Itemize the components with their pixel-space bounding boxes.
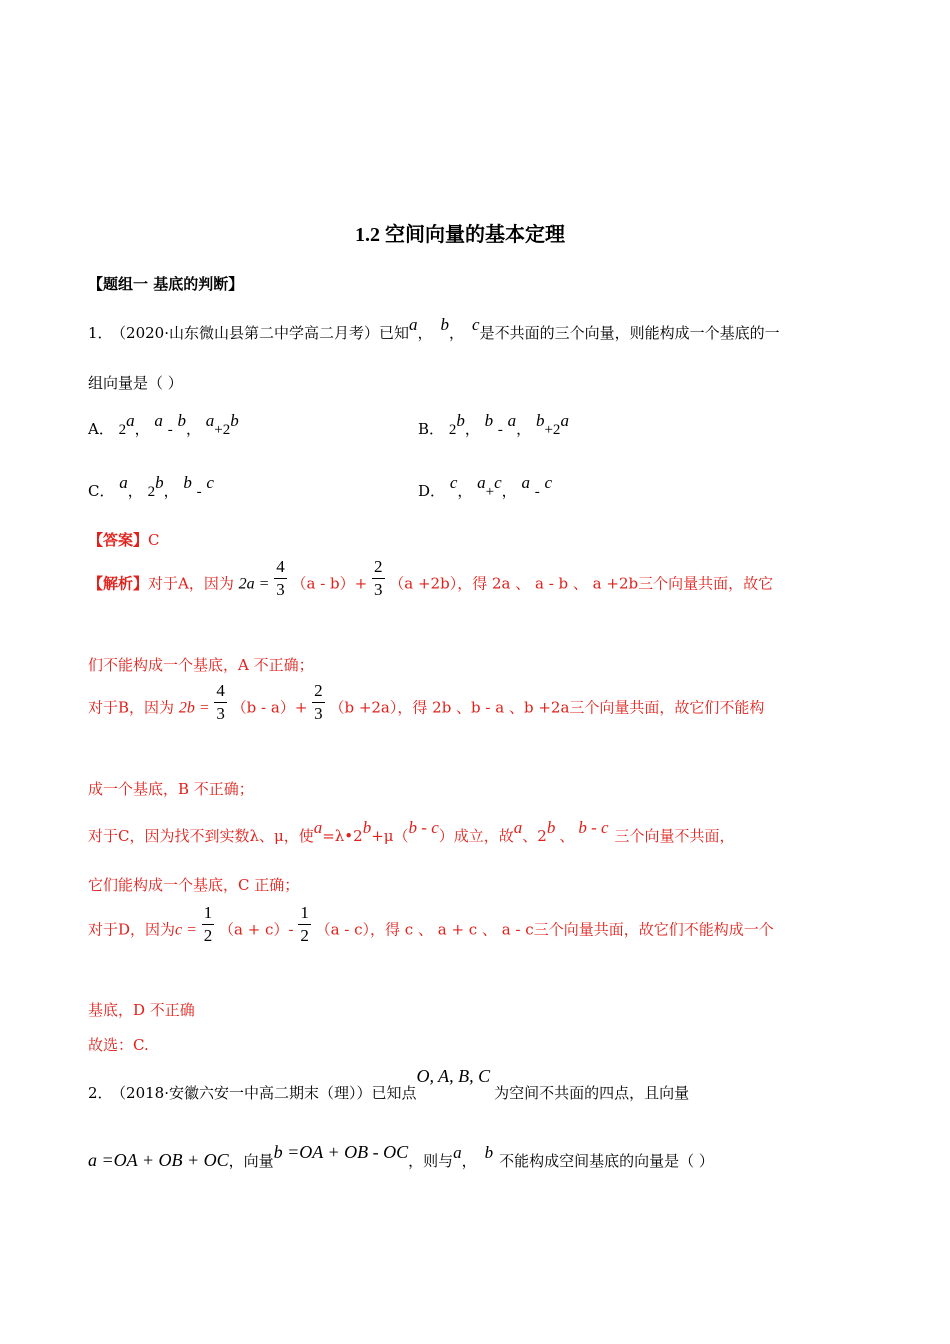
vec: b	[362, 818, 372, 837]
denominator: 2	[203, 926, 213, 945]
analysis-c	[88, 818, 735, 846]
vec: c	[544, 473, 553, 492]
vector-b: b	[484, 1143, 494, 1162]
points-o-a-b-c: O, A, B, C	[416, 1066, 491, 1086]
analysis-b-line2: 成一个基底，B 不正确；	[88, 780, 254, 798]
fraction-4-3	[214, 680, 227, 725]
coef: 2	[147, 484, 156, 500]
separator: ，	[501, 482, 517, 500]
question-2-stem	[88, 1066, 690, 1103]
fraction-1-2	[298, 902, 311, 947]
vec: b	[155, 473, 164, 492]
equation-term: （a - b）+	[291, 574, 368, 593]
question-1-stem	[88, 315, 780, 343]
numerator: 2	[312, 680, 325, 703]
vector-a-definition: a =OA + OB + OC	[88, 1150, 229, 1170]
vec: a	[477, 473, 486, 492]
vec: b	[546, 818, 556, 837]
answer-value: C	[148, 531, 160, 549]
op: -	[534, 484, 540, 500]
separator: ，	[185, 420, 201, 438]
op: +2	[544, 422, 561, 438]
analysis-label: 【解析】	[88, 574, 149, 593]
separator: ，	[461, 1152, 477, 1170]
vec: c	[206, 473, 214, 492]
vec: a	[154, 411, 163, 430]
question-number: 2．	[88, 1084, 113, 1102]
fraction-4-3	[274, 556, 287, 601]
option-b[interactable]	[418, 411, 569, 439]
vector-c: c	[472, 315, 480, 334]
vector-b-definition: =OA + OB - OC	[282, 1142, 409, 1162]
analysis-a-line2: 们不能构成一个基底，A 不正确；	[88, 656, 314, 674]
denominator: 3	[374, 580, 383, 599]
denominator: 3	[276, 580, 285, 599]
vec: a	[513, 818, 523, 837]
analysis-text: 三个向量共面，故它	[638, 574, 774, 593]
vec: a	[560, 411, 569, 430]
expr: =λ•2	[322, 827, 363, 845]
question-number: 1．	[88, 324, 113, 342]
analysis-d-line2: 基底，D 不正确	[88, 1001, 195, 1019]
vec: b - c	[408, 818, 439, 837]
question-stem-tail: 是不共面的三个向量，则能构成一个基底的一	[479, 324, 780, 342]
separator: ，	[464, 420, 480, 438]
question-source: （2020·山东微山县第二中学高二月考）已知	[118, 324, 409, 342]
vec: a	[521, 473, 530, 492]
analysis-text: 三个向量共面，故它们不能构	[569, 698, 765, 717]
equation: 2b =	[178, 699, 210, 717]
equation-term: （a - c），得 c 、 a + c 、 a - c	[315, 920, 534, 939]
option-label: C．	[88, 482, 115, 500]
analysis-c-line2: 它们能构成一个基底，C 正确；	[88, 876, 300, 894]
question-2-vectors	[88, 1142, 714, 1171]
denominator: 3	[314, 704, 323, 723]
expr: 、	[559, 827, 575, 845]
option-d[interactable]	[418, 473, 553, 501]
equation-term: （b - a）+	[231, 698, 308, 717]
vector-b: b	[440, 315, 450, 334]
answer-label: 【答案】	[88, 531, 149, 549]
vec: b	[535, 411, 545, 430]
separator: ，	[417, 324, 433, 342]
vec: c	[449, 473, 458, 492]
question-source: （2018·安徽六安一中高二期末（理））已知点	[118, 1084, 417, 1102]
numerator: 4	[214, 680, 227, 703]
equation-term: （b +2a），得 2b 、b - a 、b +2a	[329, 698, 570, 717]
op: -	[167, 422, 173, 438]
vec: a	[126, 411, 135, 430]
vec: a	[313, 818, 323, 837]
option-label: B．	[418, 420, 445, 438]
analysis-text: 对于C，因为找不到实数λ、μ，使	[88, 827, 314, 845]
op: -	[497, 422, 503, 438]
vec: b	[177, 411, 186, 430]
group-heading: 【题组一 基底的判断】	[88, 275, 244, 293]
numerator: 1	[202, 902, 215, 925]
separator: ，	[457, 482, 473, 500]
vec: b	[230, 411, 239, 430]
option-a[interactable]	[88, 411, 239, 439]
op: +2	[214, 422, 231, 438]
vector-a: a	[409, 315, 418, 334]
analysis-text: 三个向量不共面，	[614, 827, 735, 845]
fraction-2-3	[312, 680, 325, 725]
vec: b	[183, 473, 192, 492]
vec: b	[456, 411, 465, 430]
vector-a: a	[453, 1143, 462, 1162]
coef: 2	[448, 422, 457, 438]
coef: 2	[118, 422, 127, 438]
question-1-stem-line2: 组向量是（ ）	[88, 374, 183, 392]
fraction-1-2	[202, 902, 215, 947]
separator: ，	[127, 482, 143, 500]
numerator: 2	[372, 556, 385, 579]
equation-term: （a + c）-	[219, 920, 294, 939]
question-stem-tail: 不能构成空间基底的向量是（ ）	[499, 1152, 714, 1170]
page-title: 1.2 空间向量的基本定理	[355, 224, 565, 246]
option-label: D．	[418, 482, 446, 500]
numerator: 1	[298, 902, 311, 925]
expr: +μ（	[371, 827, 409, 845]
analysis-text: 三个向量共面，故它们不能构成一个	[533, 920, 774, 939]
equation: 2a =	[238, 575, 270, 593]
vec: b - c	[578, 818, 609, 837]
op: +	[485, 484, 495, 500]
fraction-2-3	[372, 556, 385, 601]
vec: a	[507, 411, 517, 430]
option-c[interactable]	[88, 473, 214, 501]
analysis-text: 对于D，因为	[88, 920, 176, 939]
vector-b: b	[273, 1142, 283, 1162]
analysis-text: 对于B，因为	[88, 698, 175, 717]
equation: c =	[175, 921, 197, 939]
denominator: 3	[216, 704, 225, 723]
option-label: A．	[88, 420, 114, 438]
separator: ，	[449, 324, 465, 342]
stem-text: ，向量	[228, 1152, 274, 1170]
answer	[88, 529, 160, 550]
analysis-a	[88, 557, 774, 607]
conclusion: 故选：C.	[88, 1036, 149, 1054]
expr: ）成立，故	[438, 827, 514, 845]
analysis-d	[88, 903, 774, 953]
vec: b	[484, 411, 494, 430]
numerator: 4	[274, 556, 287, 579]
analysis-b	[88, 681, 765, 731]
separator: ，	[163, 482, 179, 500]
question-stem-tail: 为空间不共面的四点，且向量	[494, 1084, 690, 1102]
expr: 、2	[522, 827, 547, 845]
stem-text: ，则与	[408, 1152, 454, 1170]
separator: ，	[516, 420, 532, 438]
vec: a	[119, 473, 128, 492]
op: -	[196, 484, 202, 500]
vec: c	[494, 473, 502, 492]
denominator: 2	[300, 926, 309, 945]
separator: ，	[134, 420, 150, 438]
analysis-text: 对于A，因为	[148, 574, 234, 593]
equation-term: （a +2b），得 2a 、 a - b 、 a +2b	[389, 574, 639, 593]
vec: a	[205, 411, 215, 430]
